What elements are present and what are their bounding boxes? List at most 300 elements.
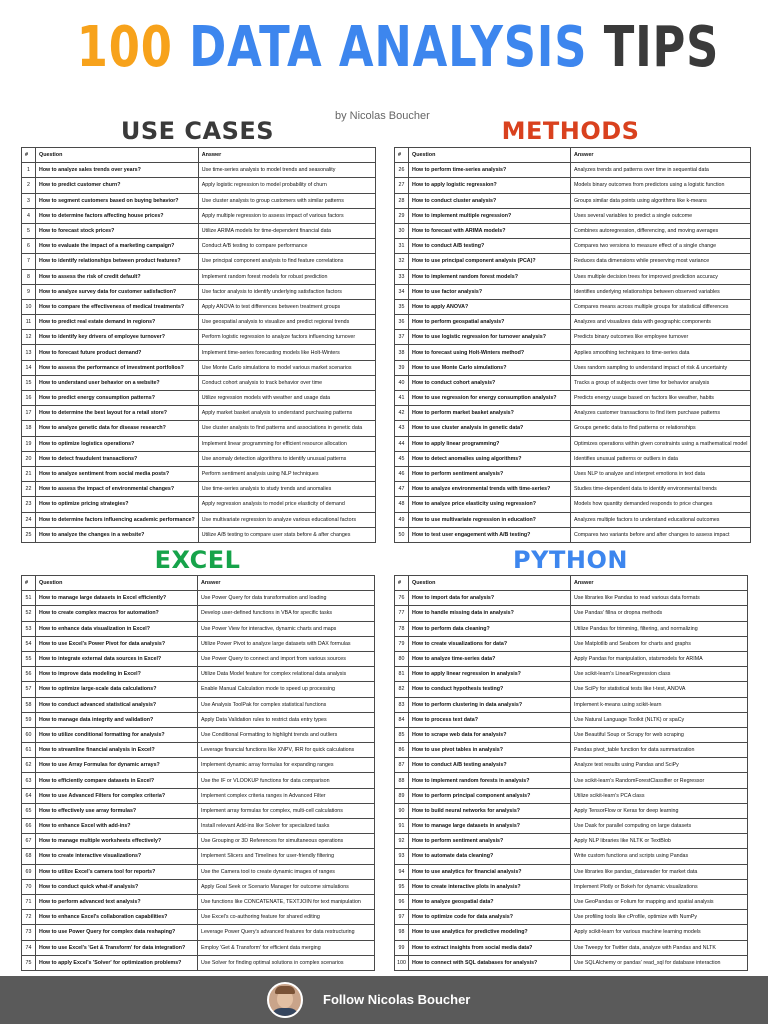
- tip-number: 31: [395, 239, 409, 254]
- tip-number: 16: [22, 391, 36, 406]
- tip-answer: Pandas pivot_table function for data summarization: [571, 743, 748, 758]
- main-title: [76, 6, 720, 90]
- tip-answer: Implement k-means using scikit-learn: [571, 697, 748, 712]
- header-question: Question: [409, 576, 571, 591]
- tip-question: How to effectively use array formulas?: [36, 803, 198, 818]
- tip-number: 56: [22, 667, 36, 682]
- tip-answer: Use time-series analysis to model trends and seasonality: [198, 163, 375, 178]
- table-row: [395, 482, 751, 497]
- tip-answer: Leverage financial functions like XNPV, IRR for quick calculations: [198, 743, 375, 758]
- tip-answer: Conduct cohort analysis to track behavior over time: [198, 375, 375, 390]
- tip-answer: Use the IF or VLOOKUP functions for data comparison: [198, 773, 375, 788]
- methods-table: [394, 147, 751, 543]
- tip-answer: Implement complex criteria ranges in Advanced Filter: [198, 788, 375, 803]
- tip-number: 17: [22, 406, 36, 421]
- tip-number: 94: [395, 864, 409, 879]
- byline: by Nicolas Boucher: [335, 110, 430, 122]
- table-header-row: [395, 148, 751, 163]
- table-row: [22, 269, 376, 284]
- tip-answer: Utilize ARIMA models for time-dependent financial data: [198, 223, 375, 238]
- tip-number: 38: [395, 345, 409, 360]
- tip-number: 24: [22, 512, 36, 527]
- tip-question: How to use Advanced Filters for complex criteria?: [36, 788, 198, 803]
- tip-question: How to perform data cleaning?: [409, 621, 571, 636]
- tip-answer: Install relevant Add-ins like Solver for specialized tasks: [198, 819, 375, 834]
- tip-number: 92: [395, 834, 409, 849]
- table-row: [22, 223, 376, 238]
- table-row: [22, 527, 376, 542]
- title-middle: DATA ANALYSIS: [189, 15, 588, 80]
- tip-question: How to enhance Excel with add-ins?: [36, 819, 198, 834]
- tip-question: How to implement random forest models?: [409, 269, 571, 284]
- tip-number: 68: [22, 849, 36, 864]
- table-row: [395, 636, 748, 651]
- tip-number: 99: [395, 940, 409, 955]
- table-row: [395, 773, 748, 788]
- tip-number: 48: [395, 497, 409, 512]
- tip-answer: Compares means across multiple groups for statistical differences: [571, 299, 751, 314]
- tip-number: 89: [395, 788, 409, 803]
- tip-number: 83: [395, 697, 409, 712]
- tip-question: How to manage multiple worksheets effectively?: [36, 834, 198, 849]
- header-answer: Answer: [198, 148, 375, 163]
- tip-question: How to optimize logistics operations?: [36, 436, 199, 451]
- table-row: [395, 864, 748, 879]
- table-row: [22, 788, 375, 803]
- tip-answer: Optimizes operations within given constraints using a mathematical model: [571, 436, 751, 451]
- tip-number: 32: [395, 254, 409, 269]
- table-row: [395, 621, 748, 636]
- table-row: [395, 803, 748, 818]
- tip-number: 52: [22, 606, 36, 621]
- tip-question: How to analyze sales trends over years?: [36, 163, 199, 178]
- table-row: [395, 712, 748, 727]
- table-header-row: [22, 576, 375, 591]
- table-row: [395, 330, 751, 345]
- tip-question: How to create interactive visualizations?: [36, 849, 198, 864]
- tip-number: 69: [22, 864, 36, 879]
- tip-question: How to use regression for energy consumption analysis?: [409, 391, 571, 406]
- tip-question: How to build neural networks for analysis?: [409, 803, 571, 818]
- tip-question: How to determine factors affecting house prices?: [36, 208, 199, 223]
- tip-question: How to connect with SQL databases for analysis?: [409, 955, 571, 970]
- table-row: [395, 239, 751, 254]
- tip-question: How to create complex macros for automation?: [36, 606, 198, 621]
- table-row: [395, 421, 751, 436]
- tip-number: 50: [395, 527, 409, 542]
- tip-question: How to forecast with ARIMA models?: [409, 223, 571, 238]
- header-answer: Answer: [198, 576, 375, 591]
- tip-question: How to test user engagement with A/B testing?: [409, 527, 571, 542]
- tip-number: 18: [22, 421, 36, 436]
- table-row: [22, 894, 375, 909]
- tip-answer: Apply ANOVA to test differences between treatment groups: [198, 299, 375, 314]
- tip-number: 86: [395, 743, 409, 758]
- table-row: [22, 239, 376, 254]
- tip-number: 57: [22, 682, 36, 697]
- tip-answer: Models binary outcomes from predictors using a logistic function: [571, 178, 751, 193]
- tip-answer: Conduct A/B testing to compare performance: [198, 239, 375, 254]
- tip-question: How to analyze genetic data for disease research?: [36, 421, 199, 436]
- table-row: [395, 163, 751, 178]
- table-row: [395, 955, 748, 970]
- tip-question: How to identify key drivers of employee turnover?: [36, 330, 199, 345]
- tip-question: How to enhance Excel's collaboration capabilities?: [36, 910, 198, 925]
- tip-number: 95: [395, 879, 409, 894]
- tip-question: How to manage large datasets in Excel efficiently?: [36, 591, 198, 606]
- tip-question: How to apply linear programming?: [409, 436, 571, 451]
- tip-number: 21: [22, 466, 36, 481]
- tip-question: How to detect anomalies using algorithms?: [409, 451, 571, 466]
- tip-number: 10: [22, 299, 36, 314]
- table-row: [22, 193, 376, 208]
- table-row: [395, 315, 751, 330]
- tip-answer: Utilize Power Pivot to analyze large datasets with DAX formulas: [198, 636, 375, 651]
- tip-number: 37: [395, 330, 409, 345]
- section-title-python: PYTHON: [513, 546, 628, 574]
- tip-question: How to manage large datasets in analysis?: [409, 819, 571, 834]
- table-row: [22, 482, 376, 497]
- tip-question: How to use factor analysis?: [409, 284, 571, 299]
- tip-number: 15: [22, 375, 36, 390]
- tip-number: 98: [395, 925, 409, 940]
- table-row: [395, 667, 748, 682]
- tip-number: 82: [395, 682, 409, 697]
- tip-answer: Use geospatial analysis to visualize and predict regional trends: [198, 315, 375, 330]
- table-row: [22, 360, 376, 375]
- tip-answer: Apply multiple regression to assess impact of various factors: [198, 208, 375, 223]
- tip-question: How to use logistic regression for turnover analysis?: [409, 330, 571, 345]
- tip-question: How to improve data modeling in Excel?: [36, 667, 198, 682]
- tip-answer: Use cluster analysis to find patterns and associations in genetic data: [198, 421, 375, 436]
- tip-answer: Use multivariate regression to analyze various educational factors: [198, 512, 375, 527]
- table-row: [22, 391, 376, 406]
- table-row: [22, 606, 375, 621]
- tip-number: 88: [395, 773, 409, 788]
- section-title-excel: EXCEL: [154, 546, 241, 574]
- tip-question: How to scrape web data for analysis?: [409, 727, 571, 742]
- tip-question: How to segment customers based on buying behavior?: [36, 193, 199, 208]
- tip-question: How to detect fraudulent transactions?: [36, 451, 199, 466]
- tip-question: How to perform time-series analysis?: [409, 163, 571, 178]
- table-row: [22, 466, 376, 481]
- tip-number: 30: [395, 223, 409, 238]
- table-row: [22, 712, 375, 727]
- tip-number: 60: [22, 727, 36, 742]
- tip-question: How to create visualizations for data?: [409, 636, 571, 651]
- tip-question: How to identify relationships between product features?: [36, 254, 199, 269]
- header-num: #: [395, 576, 409, 591]
- tip-number: 63: [22, 773, 36, 788]
- tip-answer: Utilize Pandas for trimming, filtering, and normalizing: [571, 621, 748, 636]
- tip-question: How to enhance data visualization in Excel?: [36, 621, 198, 636]
- table-row: [395, 834, 748, 849]
- table-row: [395, 497, 751, 512]
- tip-answer: Apply market basket analysis to understand purchasing patterns: [198, 406, 375, 421]
- tip-answer: Use Dask for parallel computing on large datasets: [571, 819, 748, 834]
- tip-question: How to optimize large-scale data calculations?: [36, 682, 198, 697]
- tip-number: 44: [395, 436, 409, 451]
- tip-answer: Use Monte Carlo simulations to model various market scenarios: [198, 360, 375, 375]
- tip-answer: Employ 'Get & Transform' for efficient data merging: [198, 940, 375, 955]
- table-row: [22, 284, 376, 299]
- tip-answer: Tracks a group of subjects over time for behavior analysis: [571, 375, 751, 390]
- follow-text[interactable]: Follow Nicolas Boucher: [323, 992, 471, 1007]
- tip-answer: Apply TensorFlow or Keras for deep learning: [571, 803, 748, 818]
- table-row: [395, 682, 748, 697]
- tip-answer: Use the Camera tool to create dynamic images of ranges: [198, 864, 375, 879]
- tip-answer: Implement time-series forecasting models like Holt-Winters: [198, 345, 375, 360]
- tip-question: How to understand user behavior on a website?: [36, 375, 199, 390]
- tip-question: How to create interactive plots in analysis?: [409, 879, 571, 894]
- title-number: 100: [76, 15, 173, 80]
- tip-answer: Utilize scikit-learn's PCA class: [571, 788, 748, 803]
- tip-answer: Analyzes and visualizes data with geographic components: [571, 315, 751, 330]
- tip-number: 58: [22, 697, 36, 712]
- table-row: [22, 436, 376, 451]
- tip-answer: Use scikit-learn's LinearRegression class: [571, 667, 748, 682]
- table-row: [22, 864, 375, 879]
- tip-number: 54: [22, 636, 36, 651]
- table-row: [22, 682, 375, 697]
- tip-answer: Identifies unusual patterns or outliers in data: [571, 451, 751, 466]
- table-row: [395, 436, 751, 451]
- tip-question: How to forecast future product demand?: [36, 345, 199, 360]
- table-row: [22, 497, 376, 512]
- tip-number: 25: [22, 527, 36, 542]
- tip-answer: Apply Pandas for manipulation, statsmodels for ARIMA: [571, 651, 748, 666]
- tip-answer: Implement Slicers and Timelines for user-friendly filtering: [198, 849, 375, 864]
- tip-answer: Use Solver for finding optimal solutions in complex scenarios: [198, 955, 375, 970]
- tip-question: How to forecast using Holt-Winters method?: [409, 345, 571, 360]
- tip-number: 23: [22, 497, 36, 512]
- tip-number: 35: [395, 299, 409, 314]
- tip-question: How to use Power Query for complex data reshaping?: [36, 925, 198, 940]
- tip-number: 9: [22, 284, 36, 299]
- table-row: [22, 636, 375, 651]
- tip-question: How to determine the best layout for a retail store?: [36, 406, 199, 421]
- tip-number: 13: [22, 345, 36, 360]
- table-row: [395, 375, 751, 390]
- tip-number: 80: [395, 651, 409, 666]
- tip-number: 22: [22, 482, 36, 497]
- tip-number: 78: [395, 621, 409, 636]
- tip-question: How to import data for analysis?: [409, 591, 571, 606]
- table-row: [22, 697, 375, 712]
- table-row: [22, 834, 375, 849]
- table-row: [22, 345, 376, 360]
- tip-number: 26: [395, 163, 409, 178]
- tip-question: How to analyze time-series data?: [409, 651, 571, 666]
- table-row: [22, 178, 376, 193]
- tip-question: How to implement multiple regression?: [409, 208, 571, 223]
- tip-answer: Use libraries like pandas_datareader for market data: [571, 864, 748, 879]
- tip-question: How to perform sentiment analysis?: [409, 834, 571, 849]
- table-row: [395, 788, 748, 803]
- tip-question: How to utilize conditional formatting for analysis?: [36, 727, 198, 742]
- tip-answer: Identifies underlying relationships between observed variables: [571, 284, 751, 299]
- table-row: [395, 940, 748, 955]
- tip-number: 28: [395, 193, 409, 208]
- tip-question: How to use multivariate regression in education?: [409, 512, 571, 527]
- header-num: #: [22, 148, 36, 163]
- table-row: [395, 345, 751, 360]
- tip-answer: Combines autoregression, differencing, and moving averages: [571, 223, 751, 238]
- tip-number: 46: [395, 466, 409, 481]
- tip-number: 64: [22, 788, 36, 803]
- tip-answer: Implement array formulas for complex, multi-cell calculations: [198, 803, 375, 818]
- table-row: [22, 421, 376, 436]
- tip-number: 53: [22, 621, 36, 636]
- table-row: [22, 773, 375, 788]
- tip-answer: Develop user-defined functions in VBA for specific tasks: [198, 606, 375, 621]
- tip-number: 71: [22, 894, 36, 909]
- tip-number: 66: [22, 819, 36, 834]
- tip-question: How to analyze price elasticity using regression?: [409, 497, 571, 512]
- use-cases-table: [21, 147, 376, 543]
- tip-question: How to conduct cluster analysis?: [409, 193, 571, 208]
- tip-question: How to analyze geospatial data?: [409, 894, 571, 909]
- table-row: [395, 758, 748, 773]
- tip-answer: Uses several variables to predict a single outcome: [571, 208, 751, 223]
- table-row: [22, 406, 376, 421]
- tip-answer: Use Grouping or 3D References for simultaneous operations: [198, 834, 375, 849]
- tip-answer: Use factor analysis to identify underlying satisfaction factors: [198, 284, 375, 299]
- excel-table: [21, 575, 375, 971]
- tip-number: 74: [22, 940, 36, 955]
- tip-number: 65: [22, 803, 36, 818]
- tip-question: How to predict customer churn?: [36, 178, 199, 193]
- tip-answer: Apply regression analysis to model price elasticity of demand: [198, 497, 375, 512]
- tip-number: 19: [22, 436, 36, 451]
- tip-answer: Use scikit-learn's RandomForestClassifier or Regressor: [571, 773, 748, 788]
- tip-answer: Use functions like CONCATENATE, TEXTJOIN for text manipulation: [198, 894, 375, 909]
- tip-question: How to predict energy consumption patterns?: [36, 391, 199, 406]
- tip-number: 61: [22, 743, 36, 758]
- tip-answer: Implement dynamic array formulas for expanding ranges: [198, 758, 375, 773]
- tip-answer: Use Beautiful Soup or Scrapy for web scraping: [571, 727, 748, 742]
- tip-answer: Groups genetic data to find patterns or relationships: [571, 421, 751, 436]
- tip-question: How to use cluster analysis in genetic data?: [409, 421, 571, 436]
- tip-number: 51: [22, 591, 36, 606]
- tip-answer: Apply Goal Seek or Scenario Manager for outcome simulations: [198, 879, 375, 894]
- header-answer: Answer: [571, 576, 748, 591]
- table-row: [395, 910, 748, 925]
- tip-question: How to manage data integrity and validation?: [36, 712, 198, 727]
- tip-question: How to perform advanced text analysis?: [36, 894, 198, 909]
- table-row: [395, 879, 748, 894]
- tip-number: 12: [22, 330, 36, 345]
- tip-number: 75: [22, 955, 36, 970]
- tip-question: How to apply ANOVA?: [409, 299, 571, 314]
- table-row: [395, 819, 748, 834]
- tip-question: How to assess the performance of investment portfolios?: [36, 360, 199, 375]
- tip-answer: Leverage Power Query's advanced features for data restructuring: [198, 925, 375, 940]
- tip-answer: Perform logistic regression to analyze factors influencing turnover: [198, 330, 375, 345]
- tip-answer: Utilize A/B testing to compare user stats before & after changes: [198, 527, 375, 542]
- tip-answer: Use Pandas' fillna or dropna methods: [571, 606, 748, 621]
- tip-answer: Use cluster analysis to group customers with similar patterns: [198, 193, 375, 208]
- tip-answer: Use Power View for interactive, dynamic charts and maps: [198, 621, 375, 636]
- table-row: [22, 758, 375, 773]
- tip-question: How to efficiently compare datasets in Excel?: [36, 773, 198, 788]
- tip-number: 8: [22, 269, 36, 284]
- tip-answer: Use SciPy for statistical tests like t-test, ANOVA: [571, 682, 748, 697]
- tip-number: 29: [395, 208, 409, 223]
- tip-answer: Utilize regression models with weather and usage data: [198, 391, 375, 406]
- tip-question: How to perform market basket analysis?: [409, 406, 571, 421]
- tip-number: 36: [395, 315, 409, 330]
- table-row: [395, 512, 751, 527]
- tip-question: How to apply Excel's 'Solver' for optimization problems?: [36, 955, 198, 970]
- table-row: [395, 894, 748, 909]
- tip-answer: Applies smoothing techniques to time-series data: [571, 345, 751, 360]
- table-row: [395, 208, 751, 223]
- tip-answer: Use principal component analysis to find feature correlations: [198, 254, 375, 269]
- tip-question: How to assess the impact of environmental changes?: [36, 482, 199, 497]
- tip-number: 42: [395, 406, 409, 421]
- tip-answer: Use SQLAlchemy or pandas' read_sql for database interaction: [571, 955, 748, 970]
- tip-question: How to use Array Formulas for dynamic arrays?: [36, 758, 198, 773]
- tip-number: 34: [395, 284, 409, 299]
- table-row: [22, 955, 375, 970]
- tip-number: 41: [395, 391, 409, 406]
- tip-question: How to utilize Excel's camera tool for reports?: [36, 864, 198, 879]
- table-row: [22, 651, 375, 666]
- tip-question: How to compare the effectiveness of medical treatments?: [36, 299, 199, 314]
- tip-number: 7: [22, 254, 36, 269]
- tip-answer: Implement linear programming for efficient resource allocation: [198, 436, 375, 451]
- table-row: [395, 849, 748, 864]
- tip-question: How to forecast stock prices?: [36, 223, 199, 238]
- table-row: [395, 727, 748, 742]
- tip-answer: Use Analysis ToolPak for complex statistical functions: [198, 697, 375, 712]
- tip-question: How to analyze survey data for customer satisfaction?: [36, 284, 199, 299]
- tip-answer: Analyzes customer transactions to find item purchase patterns: [571, 406, 751, 421]
- tip-answer: Models how quantity demanded responds to price changes: [571, 497, 751, 512]
- tip-answer: Apply NLP libraries like NLTK or TextBlob: [571, 834, 748, 849]
- tip-number: 97: [395, 910, 409, 925]
- tip-number: 85: [395, 727, 409, 742]
- tip-question: How to predict real estate demand in regions?: [36, 315, 199, 330]
- tip-question: How to analyze environmental trends with time-series?: [409, 482, 571, 497]
- python-table: [394, 575, 748, 971]
- tip-number: 33: [395, 269, 409, 284]
- table-row: [22, 375, 376, 390]
- table-row: [395, 406, 751, 421]
- table-row: [395, 925, 748, 940]
- tip-answer: Utilize Data Model feature for complex relational data analysis: [198, 667, 375, 682]
- tip-answer: Use Conditional Formatting to highlight trends and outliers: [198, 727, 375, 742]
- table-row: [395, 193, 751, 208]
- table-row: [22, 208, 376, 223]
- header-question: Question: [409, 148, 571, 163]
- table-row: [395, 223, 751, 238]
- tip-answer: Use Tweepy for Twitter data, analyze with Pandas and NLTK: [571, 940, 748, 955]
- table-row: [22, 819, 375, 834]
- table-row: [22, 621, 375, 636]
- table-row: [22, 451, 376, 466]
- tip-answer: Implement Plotly or Bokeh for dynamic visualizations: [571, 879, 748, 894]
- tip-answer: Use Power Query for data transformation and loading: [198, 591, 375, 606]
- tip-number: 45: [395, 451, 409, 466]
- table-row: [22, 330, 376, 345]
- tip-answer: Use profiling tools like cProfile, optimize with NumPy: [571, 910, 748, 925]
- tip-question: How to assess the risk of credit default?: [36, 269, 199, 284]
- tip-question: How to automate data cleaning?: [409, 849, 571, 864]
- tip-number: 79: [395, 636, 409, 651]
- tip-answer: Implement random forest models for robust prediction: [198, 269, 375, 284]
